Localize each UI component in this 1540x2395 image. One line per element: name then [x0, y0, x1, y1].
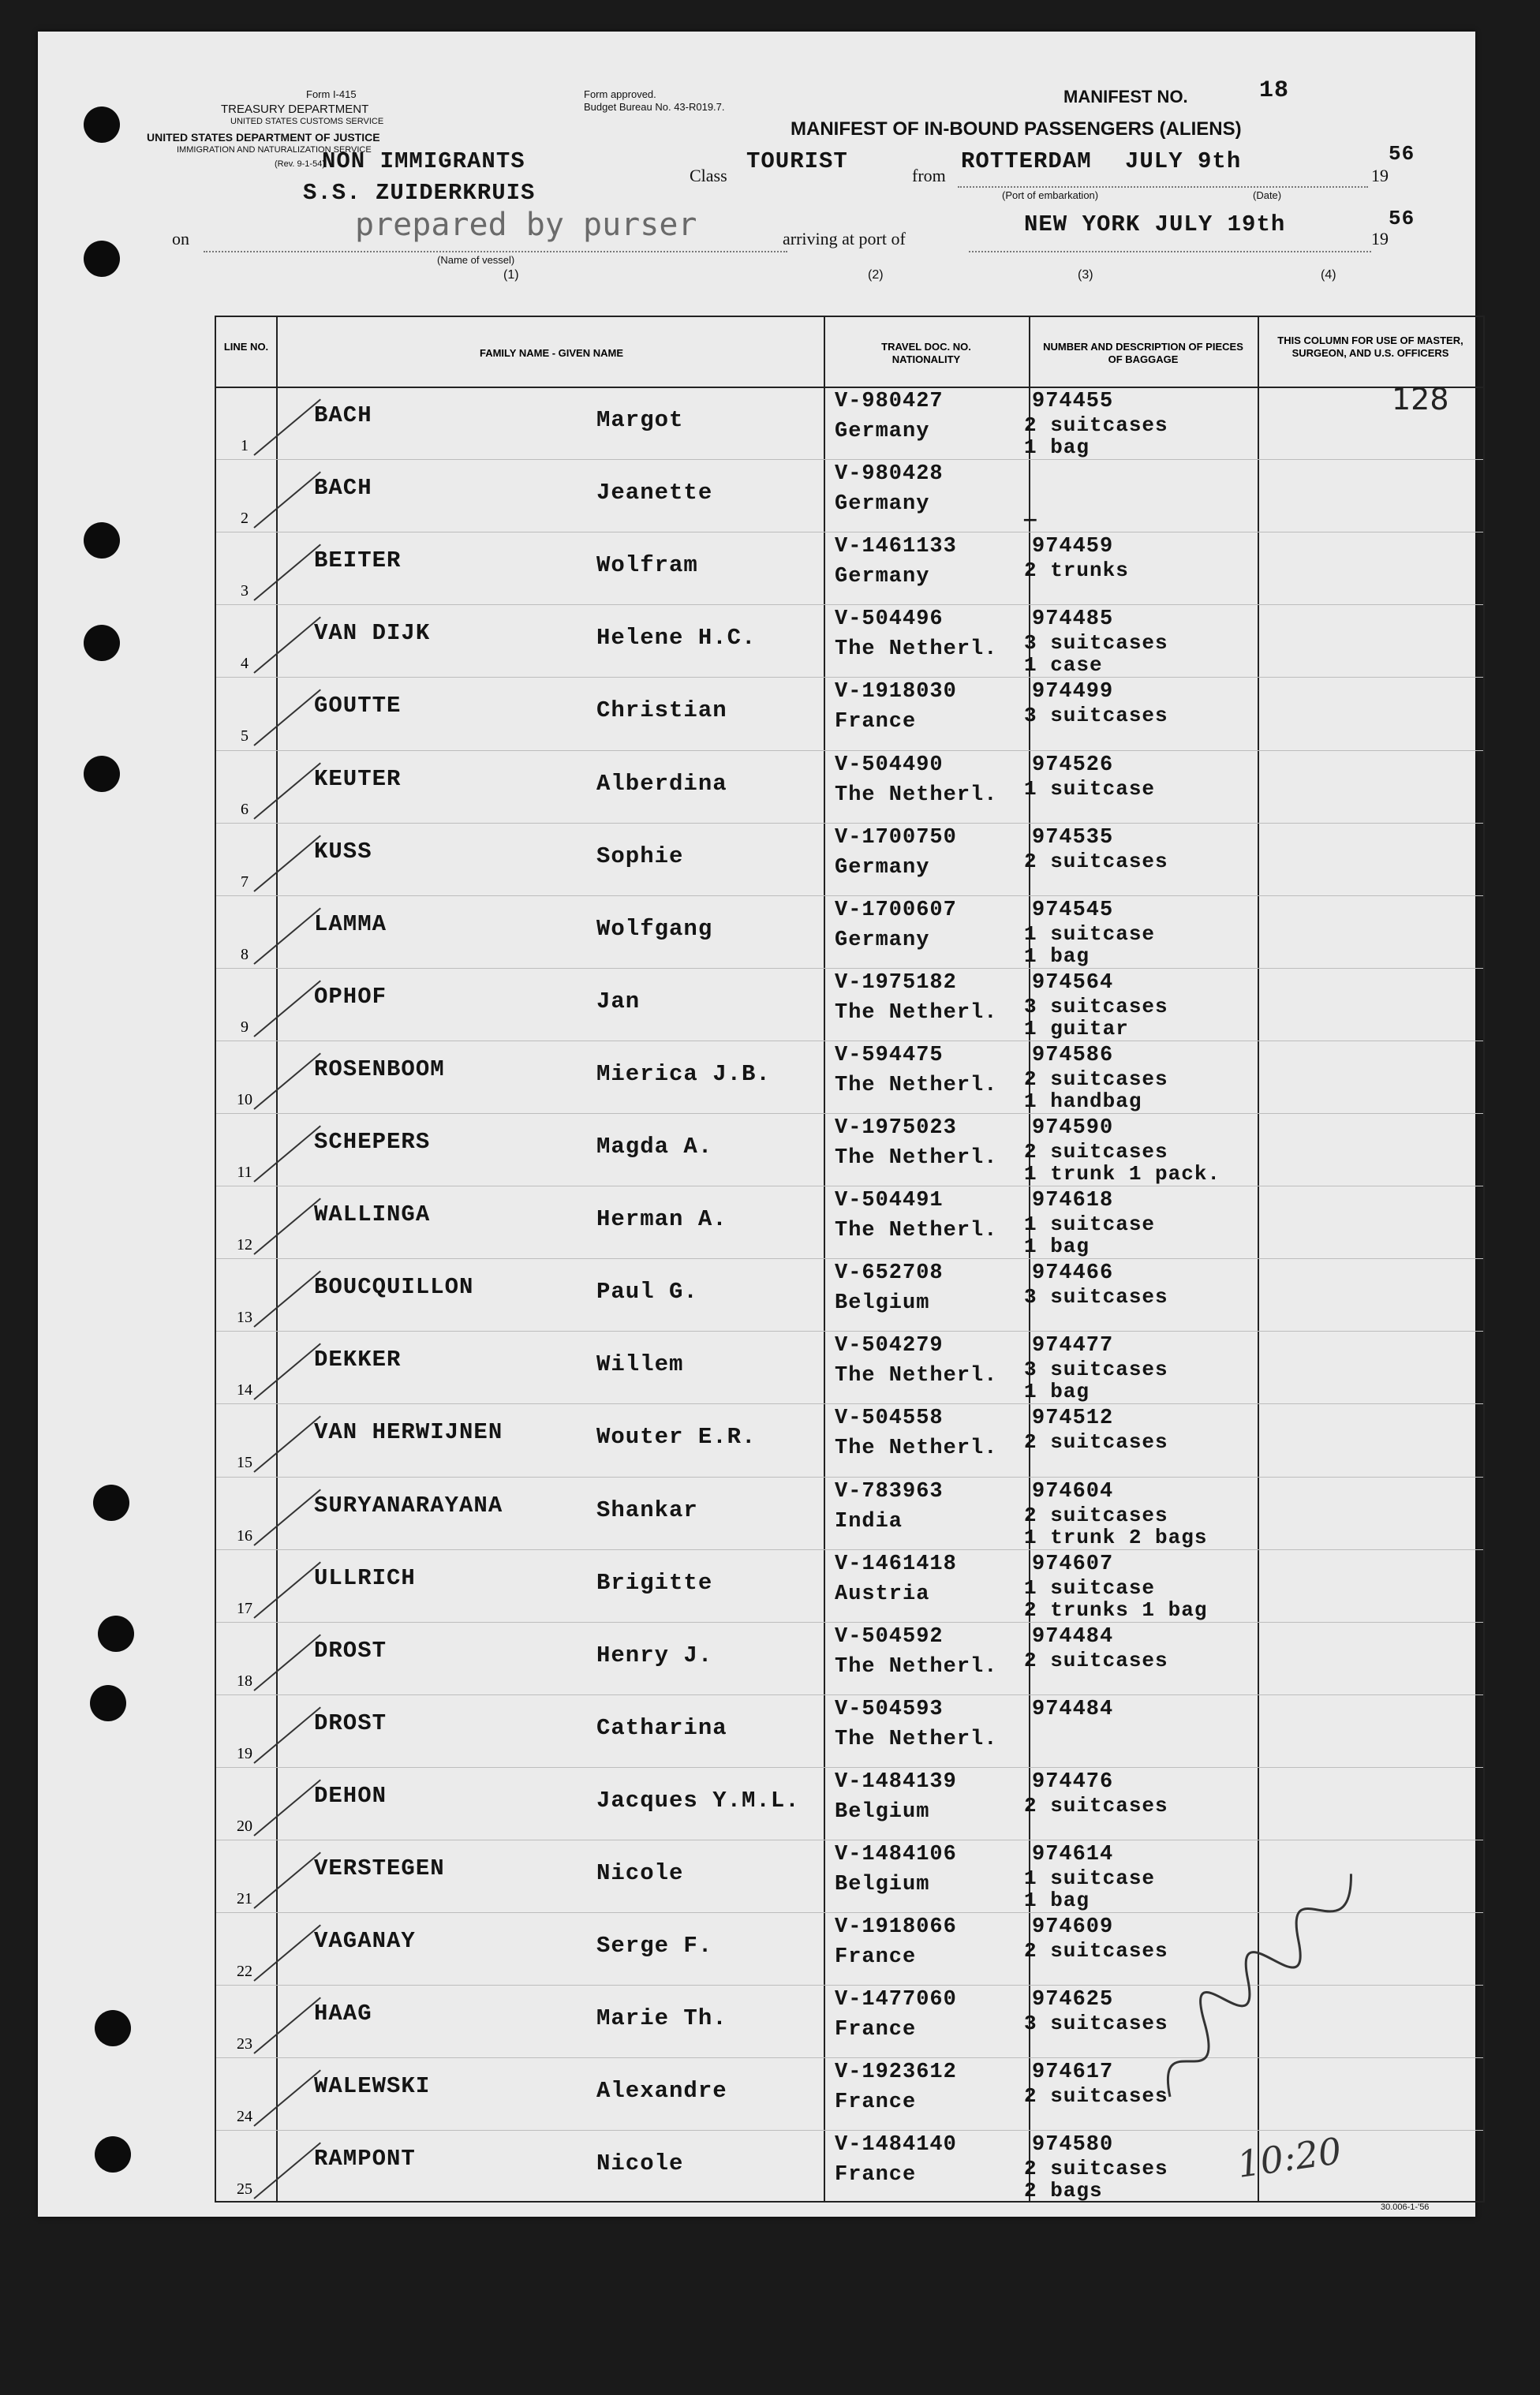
- baggage-tag: 974455: [1032, 390, 1114, 413]
- travel-doc-no: V-504558: [835, 1407, 944, 1431]
- given-name: Marie Th.: [596, 2005, 727, 2032]
- travel-doc-no: V-1975023: [835, 1116, 957, 1140]
- table-row: [216, 677, 1483, 749]
- punch-hole: [90, 1685, 126, 1721]
- baggage-tag: 974618: [1032, 1189, 1114, 1213]
- baggage-tag: 974614: [1032, 1843, 1114, 1866]
- check-mark: [253, 907, 321, 964]
- punch-hole: [84, 756, 120, 792]
- form-revision: (Rev. 9-1-54): [275, 159, 325, 169]
- family-name: RAMPONT: [314, 2146, 416, 2173]
- family-name: KUSS: [314, 838, 372, 865]
- nationality: Belgium: [835, 1291, 930, 1316]
- table-row: [216, 1041, 1483, 1113]
- line-number: 15: [237, 1454, 252, 1472]
- nationality: The Netherl.: [835, 1073, 998, 1097]
- nationality: The Netherl.: [835, 1146, 998, 1170]
- time-annotation: 10:20: [1234, 2129, 1344, 2186]
- class-typed: TOURIST: [746, 148, 848, 174]
- family-name: VAN HERWIJNEN: [314, 1419, 503, 1446]
- check-mark: [253, 1925, 321, 1982]
- check-mark: [253, 1053, 321, 1110]
- check-mark: [253, 1561, 321, 1618]
- given-name: Brigitte: [596, 1569, 713, 1596]
- family-name: GOUTTE: [314, 693, 402, 719]
- check-mark: [253, 544, 321, 601]
- century-2: 19: [1371, 229, 1389, 248]
- baggage-item: 3 suitcases: [1024, 1358, 1168, 1382]
- family-name: BOUCQUILLON: [314, 1274, 474, 1301]
- nationality: Germany: [835, 565, 930, 589]
- check-mark: [253, 1416, 321, 1473]
- baggage-item: 1 suitcase: [1024, 1212, 1156, 1237]
- baggage-item-2: 1 trunk 2 bags: [1024, 1525, 1208, 1549]
- col-head-name: FAMILY NAME - GIVEN NAME: [479, 347, 624, 359]
- travel-doc-no: V-1461133: [835, 535, 957, 559]
- nationality: India: [835, 1509, 903, 1534]
- travel-doc-no: V-1484139: [835, 1769, 957, 1794]
- travel-doc-no: V-504491: [835, 1189, 944, 1213]
- line-number: 5: [241, 727, 249, 745]
- table-row: [216, 823, 1483, 895]
- baggage-tag: 974545: [1032, 898, 1114, 922]
- check-mark: [253, 1343, 321, 1400]
- table-row: [216, 1403, 1483, 1476]
- nationality: The Netherl.: [835, 1364, 998, 1388]
- check-mark: [253, 2070, 321, 2127]
- baggage-item: 2 suitcases: [1024, 1503, 1168, 1527]
- line-number: 25: [237, 2180, 252, 2199]
- given-name: Nicole: [596, 1860, 684, 1886]
- line-number: 1: [241, 437, 249, 455]
- prepared-by-stamp: prepared by purser: [355, 207, 697, 243]
- col-num-3: (3): [1078, 268, 1093, 282]
- given-name: Herman A.: [596, 1206, 727, 1233]
- baggage-tag: 974604: [1032, 1479, 1114, 1504]
- given-name: Alberdina: [596, 770, 727, 797]
- form-number: Form I-415: [306, 88, 357, 100]
- baggage-item: 2 trunks: [1024, 559, 1129, 583]
- nationality: The Netherl.: [835, 1219, 998, 1243]
- family-name: WALLINGA: [314, 1201, 431, 1228]
- table-row: [216, 968, 1483, 1041]
- check-mark: [253, 980, 321, 1037]
- table-row: [216, 1767, 1483, 1840]
- punch-hole: [93, 1485, 129, 1521]
- travel-doc-no: V-980427: [835, 390, 944, 413]
- family-name: DEHON: [314, 1782, 387, 1809]
- year-2: 56: [1389, 207, 1415, 230]
- check-mark: [253, 617, 321, 674]
- customs-service: UNITED STATES CUSTOMS SERVICE: [230, 117, 384, 126]
- line-number: 11: [237, 1164, 252, 1182]
- given-name: Sophie: [596, 843, 684, 869]
- family-name: BACH: [314, 475, 372, 502]
- date-caption: (Date): [1253, 189, 1282, 201]
- nationality: France: [835, 2018, 917, 2042]
- given-name: Shankar: [596, 1496, 698, 1523]
- table-row: [216, 1549, 1483, 1622]
- given-name: Magda A.: [596, 1134, 713, 1160]
- col-num-2: (2): [868, 268, 884, 282]
- baggage-item: 2 suitcases: [1024, 1939, 1168, 1963]
- travel-doc-no: V-504279: [835, 1334, 944, 1358]
- check-mark: [253, 1126, 321, 1183]
- line-number: 3: [241, 582, 249, 600]
- family-name: KEUTER: [314, 765, 402, 792]
- nationality: Germany: [835, 855, 930, 880]
- line-number: 21: [237, 1890, 252, 1908]
- baggage-item-2: 1 guitar: [1024, 1016, 1129, 1041]
- table-row: [216, 1694, 1483, 1767]
- baggage-item: 2 suitcases: [1024, 1140, 1168, 1164]
- punch-hole: [84, 625, 120, 661]
- col-head-travel-doc: TRAVEL DOC. NO. NATIONALITY: [881, 341, 971, 365]
- family-name: BACH: [314, 402, 372, 428]
- punch-hole: [98, 1616, 134, 1652]
- check-mark: [253, 835, 321, 891]
- given-name: Henry J.: [596, 1642, 713, 1668]
- arriving-label: arriving at port of: [783, 229, 906, 248]
- punch-hole: [95, 2136, 131, 2173]
- family-name: VAGANAY: [314, 1928, 416, 1955]
- travel-doc-no: V-652708: [835, 1261, 944, 1286]
- nationality: Germany: [835, 492, 930, 517]
- check-mark: [253, 1706, 321, 1763]
- baggage-tag: 974484: [1032, 1697, 1114, 1721]
- baggage-tag: 974476: [1032, 1769, 1114, 1794]
- line-number: 16: [237, 1526, 252, 1545]
- line-number: 9: [241, 1018, 249, 1036]
- baggage-tag: 974535: [1032, 825, 1114, 850]
- given-name: Willem: [596, 1351, 684, 1378]
- punch-hole: [84, 522, 120, 559]
- given-name: Jacques Y.M.L.: [596, 1787, 800, 1814]
- treasury-dept: TREASURY DEPARTMENT: [221, 103, 369, 116]
- manifest-no-value: 18: [1259, 77, 1290, 104]
- col-head-line-no: LINE NO.: [223, 341, 269, 353]
- check-mark: [253, 762, 321, 819]
- family-name: WALEWSKI: [314, 2073, 431, 2100]
- arrival-typed: NEW YORK JULY 19th: [1024, 211, 1286, 237]
- port-embark-caption: (Port of embarkation): [1002, 189, 1099, 201]
- baggage-item: 2 suitcases: [1024, 849, 1168, 873]
- port-embark-typed: ROTTERDAM: [961, 148, 1092, 174]
- baggage-item: 2 suitcases: [1024, 2157, 1168, 2181]
- baggage-tag: 974459: [1032, 535, 1114, 559]
- table-row: [216, 604, 1483, 677]
- embark-date-typed: JULY 9th: [1125, 148, 1242, 174]
- form-approved: Form approved.: [584, 88, 656, 100]
- travel-doc-no: V-1975182: [835, 970, 957, 995]
- check-mark: [253, 2143, 321, 2199]
- family-name: ROSENBOOM: [314, 1056, 445, 1082]
- line-number: 13: [237, 1309, 252, 1327]
- nationality: The Netherl.: [835, 1437, 998, 1461]
- travel-doc-no: V-980428: [835, 462, 944, 487]
- travel-doc-no: V-1918066: [835, 1915, 957, 1940]
- given-name: Jeanette: [596, 480, 713, 506]
- line-number: 20: [237, 1817, 252, 1835]
- line-number: 2: [241, 510, 249, 528]
- table-row: [216, 1113, 1483, 1186]
- family-name: HAAG: [314, 2001, 372, 2027]
- given-name: Catharina: [596, 1714, 727, 1741]
- table-row: [216, 387, 1483, 459]
- manifest-no-label: MANIFEST NO.: [1063, 87, 1188, 106]
- family-name: VAN DIJK: [314, 620, 431, 647]
- table-row: [216, 1622, 1483, 1694]
- given-name: Mierica J.B.: [596, 1060, 771, 1087]
- given-name: Paul G.: [596, 1279, 698, 1306]
- check-mark: [253, 472, 321, 529]
- travel-doc-no: V-1477060: [835, 1988, 957, 2012]
- family-name: VERSTEGEN: [314, 1855, 445, 1881]
- baggage-tag: 974512: [1032, 1407, 1114, 1431]
- check-mark: [253, 1997, 321, 2054]
- punch-hole: [84, 241, 120, 277]
- travel-doc-no: V-594475: [835, 1043, 944, 1067]
- travel-doc-no: V-1484140: [835, 2133, 957, 2158]
- travel-doc-no: V-504496: [835, 607, 944, 632]
- family-name: DEKKER: [314, 1347, 402, 1373]
- baggage-item: 2 suitcases: [1024, 1430, 1168, 1455]
- family-name: SCHEPERS: [314, 1129, 431, 1155]
- baggage-item: 2 suitcases: [1024, 2084, 1168, 2109]
- baggage-item: 2 suitcases: [1024, 1648, 1168, 1672]
- table-row: [216, 1477, 1483, 1549]
- baggage-item-2: 1 bag: [1024, 435, 1090, 459]
- doj: UNITED STATES DEPARTMENT OF JUSTICE: [147, 131, 380, 144]
- baggage-item-2: 1 bag: [1024, 1380, 1090, 1404]
- nationality: Belgium: [835, 1873, 930, 1896]
- nationality: Germany: [835, 928, 930, 952]
- baggage-item-2: 1 trunk 1 pack.: [1024, 1162, 1221, 1186]
- baggage-item: 1 suitcase: [1024, 776, 1156, 801]
- baggage-item: 3 suitcases: [1024, 2012, 1168, 2036]
- baggage-tag: 974625: [1032, 1988, 1114, 2012]
- punch-hole: [84, 106, 120, 143]
- budget-bureau: Budget Bureau No. 43-R019.7.: [584, 101, 725, 113]
- col-num-4: (4): [1321, 268, 1336, 282]
- check-mark: [253, 399, 321, 456]
- given-name: Jan: [596, 988, 641, 1014]
- line-number: 17: [237, 1599, 252, 1617]
- baggage-tag: 974477: [1032, 1334, 1114, 1358]
- baggage-tag: 974526: [1032, 753, 1114, 777]
- travel-doc-no: V-1700750: [835, 825, 957, 850]
- baggage-tag: 974580: [1032, 2133, 1114, 2158]
- col-head-baggage: NUMBER AND DESCRIPTION OF PIECES OF BAGGAGE: [1043, 341, 1243, 365]
- line-number: 10: [237, 1090, 252, 1108]
- col-num-1: (1): [503, 268, 519, 282]
- nationality: Austria: [835, 1582, 930, 1606]
- baggage-tag: 974485: [1032, 607, 1114, 632]
- line-number: 18: [237, 1672, 252, 1690]
- travel-doc-no: V-504490: [835, 753, 944, 777]
- line-number: 8: [241, 945, 249, 963]
- table-row: [216, 1258, 1483, 1331]
- family-name: BEITER: [314, 547, 402, 574]
- baggage-item: 2 suitcases: [1024, 1067, 1168, 1091]
- travel-doc-no: V-783963: [835, 1479, 944, 1504]
- baggage-item-2: 2 bags: [1024, 2179, 1103, 2203]
- baggage-tag: 974590: [1032, 1116, 1114, 1140]
- baggage-tag: 974484: [1032, 1624, 1114, 1649]
- nationality: France: [835, 2090, 917, 2115]
- given-name: Wolfgang: [596, 915, 713, 942]
- family-name: ULLRICH: [314, 1564, 416, 1591]
- baggage-tag: 974609: [1032, 1915, 1114, 1940]
- given-name: Helene H.C.: [596, 625, 757, 652]
- given-name: Wolfram: [596, 552, 698, 579]
- table-row: [216, 1331, 1483, 1403]
- travel-doc-no: V-504593: [835, 1697, 944, 1721]
- nationality: France: [835, 2163, 917, 2188]
- baggage-tag: 974607: [1032, 1552, 1114, 1576]
- table-row: [216, 895, 1483, 968]
- baggage-item-2: 1 bag: [1024, 1889, 1090, 1912]
- nationality: The Netherl.: [835, 1000, 998, 1025]
- baggage-item-2: 1 case: [1024, 653, 1103, 678]
- given-name: Wouter E.R.: [596, 1424, 757, 1451]
- line-number: 22: [237, 1963, 252, 1981]
- year-1: 56: [1389, 142, 1415, 166]
- baggage-item: 1 suitcase: [1024, 1866, 1156, 1890]
- baggage-tag: 974499: [1032, 680, 1114, 704]
- baggage-tag: 974586: [1032, 1043, 1114, 1067]
- baggage-tag: 974466: [1032, 1261, 1114, 1286]
- vessel-typed: S.S. ZUIDERKRUIS: [303, 180, 536, 206]
- check-mark: [253, 1489, 321, 1545]
- manifest-title: MANIFEST OF IN-BOUND PASSENGERS (ALIENS): [791, 118, 1242, 140]
- given-name: Serge F.: [596, 1933, 713, 1960]
- travel-doc-no: V-1918030: [835, 680, 957, 704]
- travel-doc-no: V-1923612: [835, 2061, 957, 2085]
- given-name: Christian: [596, 697, 727, 724]
- line-number: 12: [237, 1236, 252, 1254]
- baggage-item: 3 suitcases: [1024, 1285, 1168, 1310]
- check-mark: [253, 689, 321, 746]
- travel-doc-no: V-1484106: [835, 1843, 957, 1866]
- baggage-item-2: 2 trunks 1 bag: [1024, 1597, 1208, 1622]
- travel-doc-no: V-1700607: [835, 898, 957, 922]
- ins: IMMIGRATION AND NATURALIZATION SERVICE: [177, 145, 372, 155]
- travel-doc-no: V-1461418: [835, 1552, 957, 1576]
- line-number: 19: [237, 1744, 252, 1762]
- on-label: on: [172, 229, 189, 248]
- baggage-item-2: —: [1024, 508, 1037, 532]
- check-mark: [253, 1198, 321, 1255]
- baggage-item: 2 suitcases: [1024, 413, 1168, 437]
- class-label: Class: [690, 166, 727, 185]
- nationality: The Netherl.: [835, 1727, 998, 1751]
- given-name: Margot: [596, 407, 684, 433]
- baggage-item: 3 suitcases: [1024, 704, 1168, 728]
- line-number: 23: [237, 2035, 252, 2053]
- nationality: Germany: [835, 420, 930, 443]
- from-label: from: [912, 166, 946, 185]
- family-name: OPHOF: [314, 983, 387, 1010]
- check-mark: [253, 1271, 321, 1328]
- nationality: The Netherl.: [835, 637, 998, 662]
- baggage-item-2: 1 bag: [1024, 1235, 1090, 1259]
- baggage-item: 3 suitcases: [1024, 994, 1168, 1018]
- col-head-officers: THIS COLUMN FOR USE OF MASTER, SURGEON, AND U.S. OFFICERS: [1277, 334, 1463, 359]
- family-name: SURYANARAYANA: [314, 1492, 503, 1519]
- given-name: Nicole: [596, 2150, 684, 2177]
- punch-hole: [95, 2010, 131, 2046]
- line-number: 14: [237, 1381, 252, 1399]
- baggage-item: 1 suitcase: [1024, 921, 1156, 946]
- manifest-sheet: [38, 32, 1475, 2217]
- page-number-annotation: 128: [1392, 382, 1449, 417]
- table-row: [216, 1186, 1483, 1258]
- line-number: 4: [241, 655, 249, 673]
- century-1: 19: [1371, 166, 1389, 185]
- given-name: Alexandre: [596, 2078, 727, 2105]
- check-mark: [253, 1780, 321, 1836]
- family-name: DROST: [314, 1637, 387, 1664]
- travel-doc-no: V-504592: [835, 1624, 944, 1649]
- table-row: [216, 750, 1483, 823]
- nationality: The Netherl.: [835, 1654, 998, 1679]
- nationality: The Netherl.: [835, 783, 998, 807]
- baggage-item: 1 suitcase: [1024, 1575, 1156, 1600]
- nationality: France: [835, 1945, 917, 1970]
- nationality: Belgium: [835, 1799, 930, 1824]
- line-number: 7: [241, 872, 249, 891]
- baggage-item-2: 1 handbag: [1024, 1089, 1142, 1113]
- table-row: [216, 532, 1483, 604]
- baggage-tag: 974617: [1032, 2061, 1114, 2085]
- table-row: [216, 459, 1483, 532]
- footer-code: 30.006-1-'56: [1381, 2203, 1430, 2212]
- baggage-tag: 974564: [1032, 970, 1114, 995]
- family-name: LAMMA: [314, 910, 387, 937]
- vessel-caption: (Name of vessel): [437, 254, 515, 266]
- baggage-item: 2 suitcases: [1024, 1793, 1168, 1818]
- line-number: 6: [241, 800, 249, 818]
- nationality: France: [835, 710, 917, 734]
- category-typed: NON IMMIGRANTS: [322, 148, 525, 174]
- baggage-item: 3 suitcases: [1024, 631, 1168, 656]
- check-mark: [253, 1852, 321, 1909]
- family-name: DROST: [314, 1709, 387, 1736]
- baggage-item-2: 1 bag: [1024, 943, 1090, 968]
- check-mark: [253, 1634, 321, 1691]
- line-number: 24: [237, 2108, 252, 2126]
